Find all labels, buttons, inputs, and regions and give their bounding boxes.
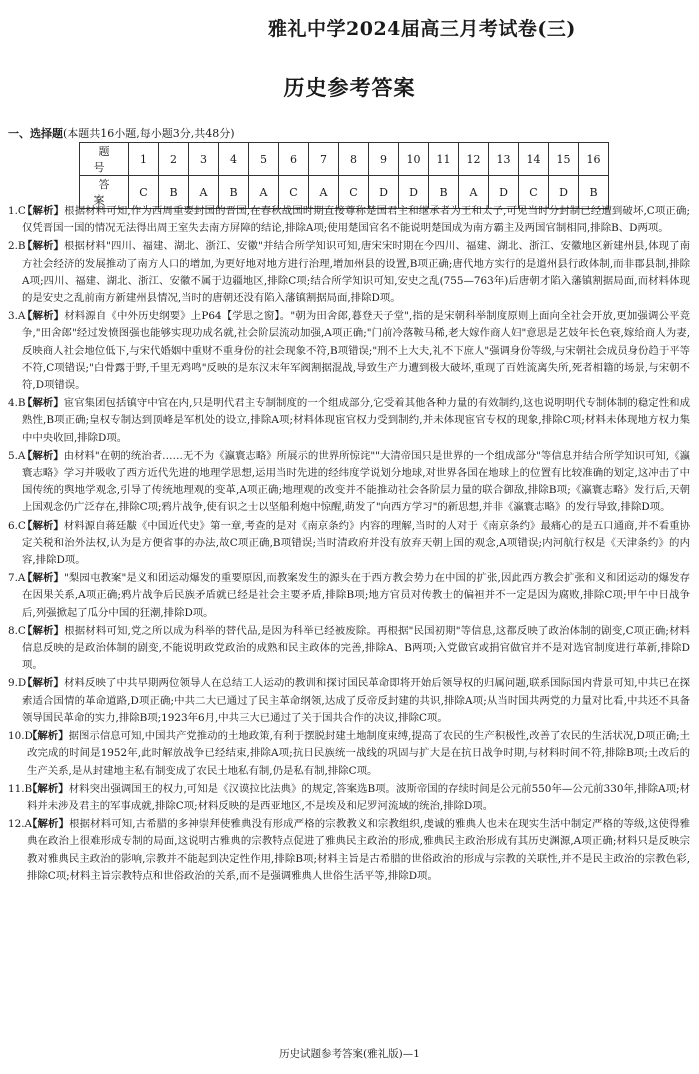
- question-number: 14: [519, 143, 549, 176]
- item-number: 5.A: [8, 449, 26, 462]
- answer-cell: A: [189, 176, 219, 209]
- row-label-question: 题号: [80, 143, 129, 176]
- answer-cell: D: [489, 176, 519, 209]
- exam-title: 雅礼中学2024届高三月考试卷(三): [268, 18, 576, 40]
- section-heading-label: 一、选择题: [8, 127, 63, 140]
- explanation-item: [8, 395, 690, 447]
- analysis-tag: 【解析】: [22, 310, 65, 323]
- answer-cell: C: [279, 176, 309, 209]
- analysis-tag: 【解析】: [22, 205, 65, 217]
- explanation-item: [8, 570, 690, 622]
- question-number: 9: [369, 143, 399, 176]
- question-number: 15: [549, 143, 579, 176]
- row-label-answer: 答案: [80, 176, 129, 209]
- item-number: 4.B: [8, 397, 26, 410]
- answer-cell: C: [519, 176, 549, 209]
- question-number: 6: [279, 143, 309, 176]
- explanation-item: [8, 623, 690, 675]
- explanation-item: [8, 518, 690, 570]
- analysis-tag: 【解析】: [22, 677, 64, 690]
- explanation-item: [8, 448, 690, 517]
- item-number: 11.B: [8, 782, 33, 795]
- explanation-item: [8, 816, 690, 885]
- explanation-item: [8, 238, 690, 307]
- analysis-tag: 【解析】: [27, 818, 70, 831]
- section-heading-note: (本题共16小题,每小题3分,共48分): [63, 127, 235, 140]
- answer-cell: A: [249, 176, 279, 209]
- explanation-item: [8, 781, 690, 815]
- analysis-tag: 【解析】: [27, 782, 69, 795]
- answer-table: [79, 142, 609, 209]
- answer-cell: B: [579, 176, 609, 209]
- explanation-list: [8, 203, 690, 886]
- analysis-tag: 【解析】: [22, 519, 64, 532]
- item-number: 6.C: [8, 519, 26, 532]
- answer-cell: D: [369, 176, 399, 209]
- explanation-text: "梨园屯教案"是义和团运动爆发的重要原因,而教案发生的源头在于西方教会势力在中国的扩张,因此西方教会扩张和义和团运动的爆发存在因果关系,A项正确;鸦片战争后民族矛盾就已经是社会主要矛盾,排除B项;地方官员对传教士的偏袒并不一定是因为腐败,排除C项;甲午中日战争后,列强掀起了瓜分中国的狂潮,排除D项。: [22, 572, 690, 619]
- question-number: 2: [159, 143, 189, 176]
- explanation-item: [8, 203, 690, 237]
- analysis-tag: 【解析】: [22, 624, 65, 637]
- answer-cell: C: [129, 176, 159, 209]
- question-number: 11: [429, 143, 459, 176]
- page-footer: 历史试题参考答案(雅礼版)—1: [279, 1048, 420, 1060]
- item-number: 9.D: [8, 677, 27, 690]
- item-number: 8.C: [8, 624, 26, 637]
- explanation-text: 据图示信息可知,中国共产党推动的土地政策,有利于摆脱封建土地制度束缚,提高了农民的生产积极性,改善了农民的生活状况,D项正确;土改完成的时间是1952年,此时解放战争已经结束,排除A项;抗日民族统一战线的巩固与扩大是在抗日战争时期,与材料时间不符,排除B项;土改后的生产关系,是从封建地主私有制变成了农民土地私有制,仍是私有制,排除C项。: [27, 730, 691, 777]
- analysis-tag: 【解析】: [22, 572, 65, 585]
- explanation-text: 根据材料可知,古希腊的多神崇拜使雅典没有形成严格的宗教教义和宗教组织,虔诚的雅典人也未在现实生活中制定严格的等级,这使得雅典在政治上很难形成专制的局面,这说明古雅典的宗教特点促进了雅典民主政治的形成,雅典民主政治形成有其历史渊源,A项正确;材料只是反映宗教对雅典民主政治的影响,宗教并不能起到决定性作用,排除B项;材料主旨是古希腊的世俗政治的形成与宗教的关联性,并不是民主政治的宗教色彩,排除C项;材料主旨宗教特点和世俗政治的关系,而不是强调雅典人世俗生活平等,排除D项。: [27, 818, 691, 882]
- explanation-item: [8, 308, 690, 394]
- answer-cell: D: [399, 176, 429, 209]
- item-number: 3.A: [8, 310, 26, 323]
- question-number: 1: [129, 143, 159, 176]
- explanation-item: [8, 675, 690, 727]
- answer-cell: B: [219, 176, 249, 209]
- explanation-text: 材料反映了中共早期两位领导人在总结工人运动的教训和探讨国民革命即将开始后领导权的归属问题,联系国际国内背景可知,中共已在探索适合国情的革命道路,D项正确;中共二大已通过了民主革命纲领,达成了反帝反封建的共识,排除A项;从当时国共两党的力量对比看,中共还不具备领导国民革命的实力,排除B项;1923年6月,中共三大已通过了关于国共合作的决议,排除C项。: [22, 677, 691, 724]
- question-number: 5: [249, 143, 279, 176]
- section-heading: [8, 125, 235, 141]
- analysis-tag: 【解析】: [22, 449, 64, 462]
- question-number: 13: [489, 143, 519, 176]
- explanation-text: 材料源自《中外历史纲要》上P64【学思之窗】。"朝为田舍郎,暮登天子堂",指的是宋朝科举制度原则上面向全社会开放,更加强调公平竞争,"田舍郎"经过发愤图强也能够实现功成名就,社会阶层流动加强,A项正确;"门前冷落鞍马稀,老大嫁作商人妇"意思是艺妓年长色衰,嫁给商人为妻,反映商人社会地位低下,与宋代婚姻中重财不重身份的社会现象不符,B项错误;"刑不上大夫,礼不下庶人"强调身份等级,与宋朝社会成员身份趋于平等不符,C项错误;"白骨露于野,千里无鸡鸣"反映的是东汉末年军阀割据混战,导致生产力遭到极大破坏,重现了百姓流离失所,死者相籍的场景,与宋朝不符,D项错误。: [22, 310, 691, 392]
- answer-cell: C: [339, 176, 369, 209]
- question-number-row: [80, 143, 609, 176]
- explanation-text: 宦官集团包括镇守中官在内,只是明代君主专制制度的一个组成部分,它受着其他各种力量的有效制约,这也说明明代专制体制的稳定性和成熟性,B项正确;皇权专制达到顶峰是军机处的设立,排除A项;材料体现宦官权力受到制约,并未体现宦官专权的现象,排除C项;材料未体现地方权力集中中央收回,排除D项。: [22, 397, 691, 444]
- explanation-text: 材料突出强调国王的权力,可知是《汉谟拉比法典》的规定,答案选B项。波斯帝国的存续时间是公元前550年—公元前330年,排除A项;材料并未涉及君主的军事成就,排除C项;材料反映的是西亚地区,不是埃及和尼罗河流域的统治,排除D项。: [27, 782, 691, 812]
- question-number: 10: [399, 143, 429, 176]
- question-number: 12: [459, 143, 489, 176]
- explanation-text: 根据材料可知,作为西周重要封国的晋国,在春秋战国时期直接尊称楚国君主和继承者为王和太子,可见当时分封制已经遭到破坏,C项正确;仅凭晋国一国的情况无法得出周王室失去南方屏障的结论,排除A项;使用楚国官名不能说明楚国成为南方霸主及两国官制相同,排除B、D两项。: [22, 205, 690, 235]
- answer-cell: D: [549, 176, 579, 209]
- explanation-text: 根据材料可知,党之所以成为科举的替代品,是因为科举已经被废除。再根据"民国初期"等信息,这都反映了政治体制的剧变,C项正确;材料信息反映的是政治体制的剧变,不能说明政党政治的成熟和民主政体的完善,排除A、B两项;入党做官或捐官做官并不是对选官制度进行革新,排除D项。: [22, 624, 691, 672]
- document-title: 历史参考答案: [283, 75, 416, 100]
- question-number: 16: [579, 143, 609, 176]
- item-number: 2.B: [8, 240, 26, 253]
- explanation-text: 根据材料"四川、福建、湖北、浙江、安徽"并结合所学知识可知,唐宋宋时期在今四川、福建、湖北、浙江、安徽地区新建州县,体现了南方社会经济的发展推动了南方人口的增加,为更好地对地方进行治理,增加州县的设置,B项正确;唐代地方实行的是道州县行政体制,而非郡县制,排除A项;四川、福建、湖北、浙江、安徽不属于边疆地区,排除C项;结合所学知识可知,安史之乱(755—763年)后唐朝才陷入藩镇割据局面,而材料体现的是安史之乱前南方新建州县情况,当时的唐朝还没有陷入藩镇割据局面,排除D项。: [22, 240, 690, 305]
- answer-cell: A: [459, 176, 489, 209]
- question-number: 4: [219, 143, 249, 176]
- question-number: 3: [189, 143, 219, 176]
- item-number: 1.C: [8, 205, 26, 217]
- analysis-tag: 【解析】: [22, 397, 64, 410]
- analysis-tag: 【解析】: [27, 730, 69, 743]
- item-number: 7.A: [8, 572, 26, 585]
- question-number: 7: [309, 143, 339, 176]
- explanation-text: 由材料"在朝的统治者……无不为《瀛寰志略》所展示的世界所惊诧""大清帝国只是世界的一个组成部分"等信息并结合所学知识可知,《瀛寰志略》学习并吸收了西方近代先进的地理学思想,运用当时先进的经纬度学说划分地球,对世界各国在地球上的位置有比较准确的划定,这冲击了中国传统的舆地学观念,引导了传统地理观的变革,A项正确;地理观的改变并不能推动社会各阶层力量的联合御敌,排除B项;《瀛寰志略》发行后,天朝上国观念仍广泛存在,排除C项;鸦片战争,使有识之士以坚船利炮中惊醒,萌发了"向西方学习"的新思想,并非《瀛寰志略》的发行导致,排除D项。: [22, 449, 691, 514]
- answer-cell: A: [309, 176, 339, 209]
- question-number: 8: [339, 143, 369, 176]
- item-number: 10.D: [8, 730, 33, 743]
- item-number: 12.A: [8, 818, 33, 831]
- explanation-text: 材料源自蒋廷黻《中国近代史》第一章,考查的是对《南京条约》内容的理解,当时的人对于《南京条约》最痛心的是五口通商,并不看重协定关税和治外法权,认为是方便省事的办法,故C项正确,B项错误;当时清政府并没有放弃天朝上国的观念,A项错误;内河航行权是《天津条约》的内容,排除D项。: [22, 519, 691, 567]
- explanation-item: [8, 728, 690, 780]
- answer-cell: B: [159, 176, 189, 209]
- analysis-tag: 【解析】: [22, 240, 65, 253]
- answer-cell: B: [429, 176, 459, 209]
